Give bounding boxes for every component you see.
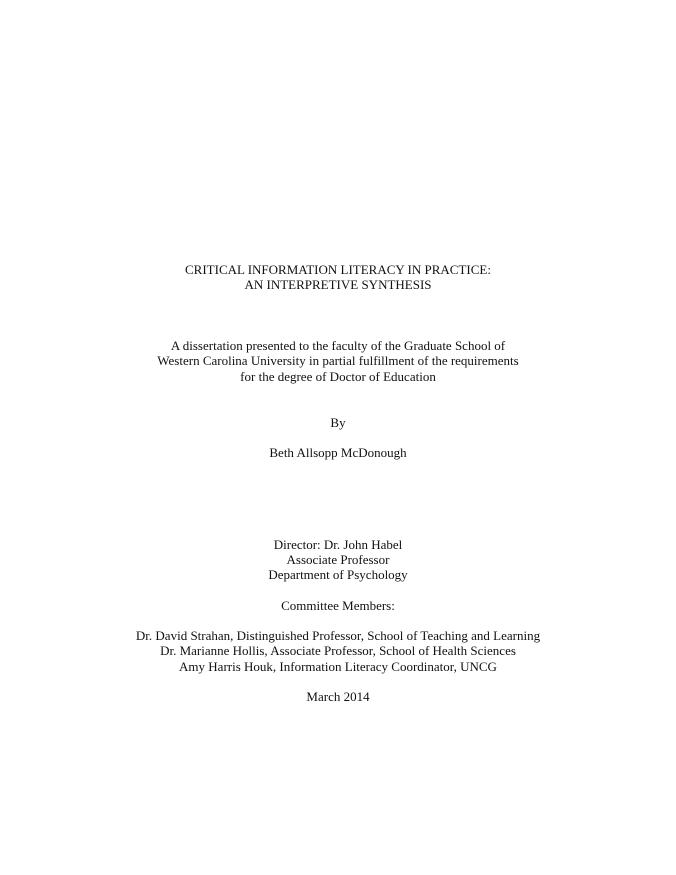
submission-date: March 2014 — [306, 689, 370, 704]
committee-heading: Committee Members: — [281, 598, 395, 613]
committee-member: Dr. David Strahan, Distinguished Professor, School of Teaching and Learning — [135, 628, 541, 643]
by-label: By — [330, 415, 346, 430]
director-name: Director: Dr. John Habel — [273, 537, 403, 552]
statement-line-1: A dissertation presented to the faculty of the Graduate School of — [170, 338, 506, 353]
dissertation-title-line-2: AN INTERPRETIVE SYNTHESIS — [244, 277, 432, 292]
director-title: Associate Professor — [286, 552, 390, 567]
statement-line-3: for the degree of Doctor of Education — [240, 369, 436, 384]
committee-member: Amy Harris Houk, Information Literacy Coordinator, UNCG — [179, 659, 497, 674]
statement-line-2: Western Carolina University in partial fulfillment of the requirements — [157, 353, 519, 368]
committee-member: Dr. Marianne Hollis, Associate Professor, School of Health Sciences — [160, 643, 516, 658]
director-department: Department of Psychology — [268, 567, 408, 582]
author-name: Beth Allsopp McDonough — [269, 445, 407, 460]
dissertation-title-line-1: CRITICAL INFORMATION LITERACY IN PRACTICE: — [185, 262, 491, 277]
